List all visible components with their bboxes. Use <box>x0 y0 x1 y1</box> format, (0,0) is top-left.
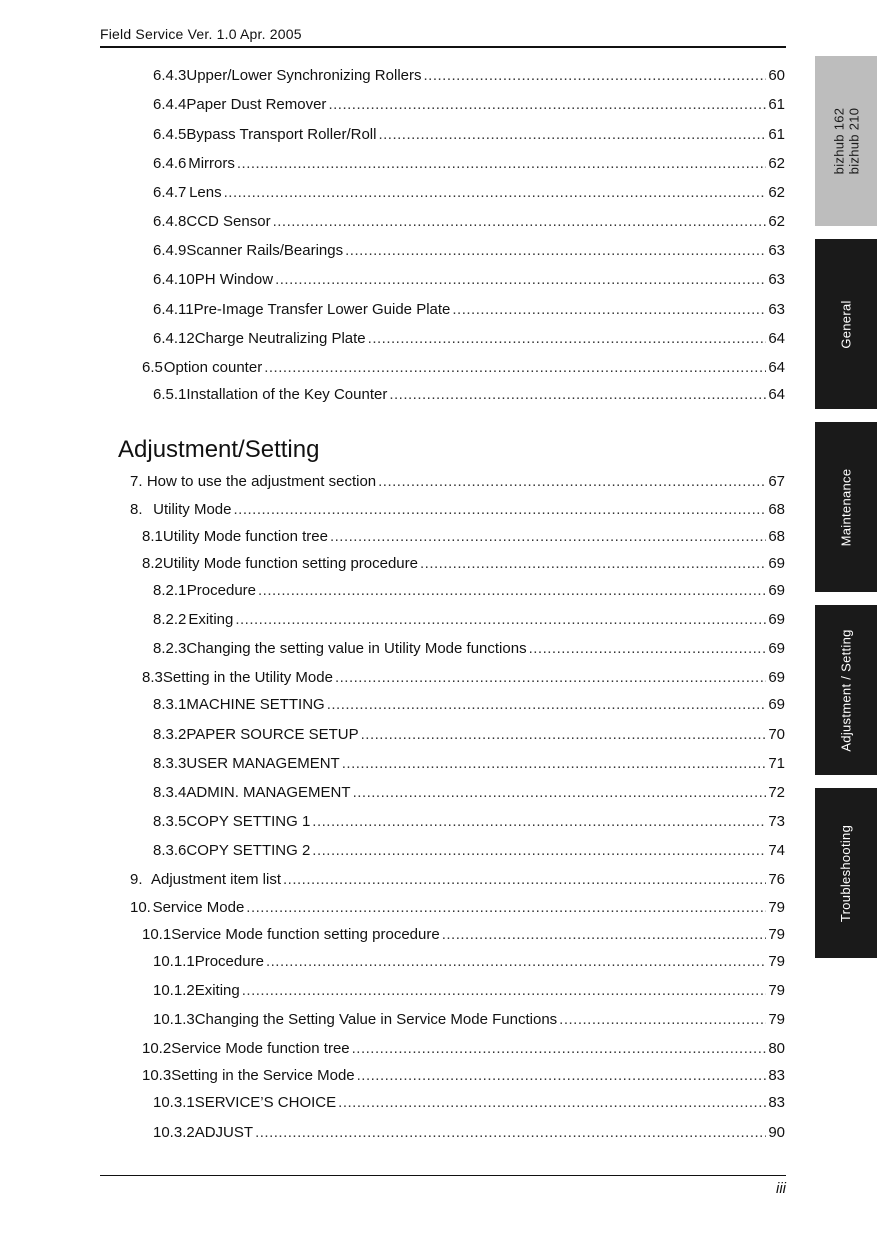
dot-leader <box>423 67 766 84</box>
toc-entry-page: 63 <box>768 301 785 318</box>
model-name-210: bizhub 210 <box>846 107 861 175</box>
toc-entry-page: 69 <box>768 555 785 572</box>
toc-entry-title: Exiting <box>188 611 234 628</box>
toc-entry-number: 6.4.9 <box>153 242 187 259</box>
toc-entry-number: 8.3.6 <box>153 842 187 859</box>
toc-entry-title: Option counter <box>163 359 263 376</box>
toc-entry[interactable] <box>153 982 785 999</box>
footer-rule <box>100 1175 786 1176</box>
toc-entry-page: 62 <box>768 155 785 172</box>
toc-entry-page: 61 <box>768 96 785 113</box>
toc-entry-number: 6.4.11 <box>153 301 194 318</box>
dot-leader <box>559 1011 766 1028</box>
dot-leader <box>235 611 766 628</box>
dot-leader <box>266 953 766 970</box>
toc-entry-number: 10.1.1 <box>153 953 195 970</box>
toc-entry-number: 10. <box>130 899 151 916</box>
toc-entry-page: 69 <box>768 640 785 657</box>
toc-entry[interactable] <box>130 899 785 916</box>
toc-entry[interactable] <box>153 96 785 113</box>
dot-leader <box>255 1124 766 1141</box>
dot-leader <box>327 696 767 713</box>
toc-entry-page: 62 <box>768 184 785 201</box>
toc-entry[interactable] <box>153 301 785 318</box>
side-tab-troubleshooting[interactable] <box>815 788 877 958</box>
toc-entry-title: Utility Mode <box>153 501 232 518</box>
dot-leader <box>452 301 766 318</box>
toc-entry-title: MACHINE SETTING <box>186 696 325 713</box>
toc-entry-page: 68 <box>768 528 785 545</box>
toc-entry-number: 10.3.1 <box>153 1094 195 1111</box>
side-tab-model-label <box>831 108 861 175</box>
toc-entry-title: Procedure <box>194 953 264 970</box>
dot-leader <box>338 1094 766 1111</box>
toc-entry-page: 83 <box>768 1067 785 1084</box>
toc-entry-title: COPY SETTING 1 <box>186 813 311 830</box>
toc-entry[interactable] <box>153 126 785 143</box>
dot-leader <box>368 330 767 347</box>
toc-entry-page: 64 <box>768 359 785 376</box>
dot-leader <box>342 755 767 772</box>
dot-leader <box>312 842 766 859</box>
dot-leader <box>283 871 766 888</box>
dot-leader <box>328 96 766 113</box>
toc-entry-page: 79 <box>768 953 785 970</box>
toc-entry[interactable] <box>153 1124 785 1141</box>
toc-entry-number: 8.2 <box>142 555 163 572</box>
toc-entry-title: Service Mode <box>152 899 245 916</box>
toc-entry[interactable] <box>142 669 785 686</box>
toc-entry-title: PH Window <box>194 271 274 288</box>
side-tab-model[interactable] <box>815 56 877 226</box>
toc-entry-page: 64 <box>768 330 785 347</box>
toc-entry-page: 69 <box>768 669 785 686</box>
toc-entry-page: 74 <box>768 842 785 859</box>
dot-leader <box>258 582 766 599</box>
toc-entry-number: 6.4.12 <box>153 330 195 347</box>
dot-leader <box>237 155 766 172</box>
toc-entry-title: Adjustment item list <box>150 871 282 888</box>
toc-entry-title: Changing the Setting Value in Service Mode Functions <box>194 1011 558 1028</box>
dot-leader <box>378 473 766 490</box>
toc-entry-page: 69 <box>768 611 785 628</box>
toc-entry[interactable] <box>153 271 785 288</box>
toc-entry[interactable] <box>153 1011 785 1028</box>
toc-entry[interactable] <box>142 926 785 943</box>
toc-entry[interactable] <box>153 213 785 230</box>
toc-entry-title: USER MANAGEMENT <box>186 755 340 772</box>
toc-entry-number: 6.4.10 <box>153 271 195 288</box>
toc-entry-title: Exiting <box>194 982 240 999</box>
toc-entry[interactable] <box>153 67 785 84</box>
toc-entry-number: 10.1 <box>142 926 172 943</box>
dot-leader <box>378 126 766 143</box>
dot-leader <box>352 1040 767 1057</box>
dot-leader <box>420 555 766 572</box>
toc-entry-page: 67 <box>768 473 785 490</box>
dot-leader <box>273 213 767 230</box>
toc-entry[interactable] <box>153 696 785 713</box>
toc-entry[interactable] <box>142 555 785 572</box>
toc-entry[interactable] <box>142 1067 785 1084</box>
toc-entry-title: Service Mode function setting procedure <box>171 926 440 943</box>
toc-entry-title: PAPER SOURCE SETUP <box>186 726 359 743</box>
toc-entry-number: 8.3.5 <box>153 813 187 830</box>
toc-entry-page: 76 <box>768 871 785 888</box>
toc-entry-number: 6.4.5 <box>153 126 187 143</box>
toc-entry-title: CCD Sensor <box>186 213 271 230</box>
toc-entry-page: 79 <box>768 926 785 943</box>
toc-entry-number: 6.4.4 <box>153 96 187 113</box>
side-tab-maintenance[interactable] <box>815 422 877 592</box>
toc-entry-number: 6.5 <box>142 359 163 376</box>
toc-entry[interactable] <box>142 1040 785 1057</box>
toc-entry-page: 80 <box>768 1040 785 1057</box>
dot-leader <box>345 242 766 259</box>
toc-entry-number: 8.3 <box>142 669 163 686</box>
toc-entry-number: 8.1 <box>142 528 163 545</box>
page-number: iii <box>776 1180 786 1197</box>
toc-entry-number: 8.3.1 <box>153 696 187 713</box>
dot-leader <box>353 784 767 801</box>
toc-entry-page: 64 <box>768 386 785 403</box>
side-tab-maintenance-label: Maintenance <box>838 468 854 546</box>
dot-leader <box>330 528 766 545</box>
toc-entry-number: 8. <box>130 501 143 518</box>
toc-entry[interactable] <box>153 582 785 599</box>
toc-entry-title: Utility Mode function tree <box>162 528 328 545</box>
side-tab-troubleshooting-label: Troubleshooting <box>838 824 854 922</box>
toc-entry-number: 6.4.3 <box>153 67 187 84</box>
dot-leader <box>312 813 766 830</box>
toc-entry-page: 69 <box>768 582 785 599</box>
toc-entry-title: Charge Neutralizing Plate <box>194 330 366 347</box>
toc-entry[interactable] <box>153 386 785 403</box>
toc-entry-title: How to use the adjustment section <box>146 473 377 490</box>
toc-entry[interactable] <box>142 359 785 376</box>
side-tab-adjustment-setting-label: Adjustment / Setting <box>838 628 854 752</box>
toc-entry[interactable] <box>153 953 785 970</box>
toc-entry-title: Lens <box>189 184 222 201</box>
toc-entry-number: 6.4.6 <box>153 155 187 172</box>
toc-entry[interactable] <box>130 871 785 888</box>
toc-entry-title: Changing the setting value in Utility Mode functions <box>186 640 527 657</box>
toc-entry-title: Upper/Lower Synchronizing Rollers <box>186 67 422 84</box>
dot-leader <box>529 640 767 657</box>
toc-entry-title: Utility Mode function setting procedure <box>162 555 418 572</box>
toc-entry[interactable] <box>142 528 785 545</box>
toc-entry[interactable] <box>153 842 785 859</box>
toc-entry-number: 10.3 <box>142 1067 172 1084</box>
toc-entry[interactable] <box>153 155 785 172</box>
toc-entry[interactable] <box>153 813 785 830</box>
toc-entry[interactable] <box>153 611 785 628</box>
toc-entry-page: 70 <box>768 726 785 743</box>
toc-entry-page: 60 <box>768 67 785 84</box>
model-name-162: bizhub 162 <box>831 107 846 175</box>
dot-leader <box>357 1067 767 1084</box>
toc-entry-page: 83 <box>768 1094 785 1111</box>
toc-entry-title: Setting in the Service Mode <box>171 1067 355 1084</box>
toc-entry-number: 7. <box>130 473 143 490</box>
toc-entry-title: Setting in the Utility Mode <box>162 669 333 686</box>
toc-entry-page: 63 <box>768 271 785 288</box>
toc-entry-title: Pre-Image Transfer Lower Guide Plate <box>193 301 451 318</box>
toc-entry-title: Scanner Rails/Bearings <box>186 242 344 259</box>
toc-entry-number: 10.2 <box>142 1040 172 1057</box>
toc-entry-page: 90 <box>768 1124 785 1141</box>
toc-entry[interactable] <box>153 640 785 657</box>
toc-entry-number: 6.5.1 <box>153 386 187 403</box>
toc-entry-number: 10.3.2 <box>153 1124 195 1141</box>
toc-entry-page: 62 <box>768 213 785 230</box>
dot-leader <box>242 982 767 999</box>
toc-entry-page: 68 <box>768 501 785 518</box>
toc-entry-number: 8.3.2 <box>153 726 187 743</box>
toc-entry-number: 8.3.3 <box>153 755 187 772</box>
toc-entry-page: 69 <box>768 696 785 713</box>
toc-entry-number: 8.3.4 <box>153 784 187 801</box>
toc-entry-number: 8.2.3 <box>153 640 187 657</box>
toc-entry-number: 6.4.8 <box>153 213 187 230</box>
dot-leader <box>233 501 766 518</box>
toc-entry-page: 72 <box>768 784 785 801</box>
dot-leader <box>275 271 766 288</box>
dot-leader <box>335 669 766 686</box>
toc-entry[interactable] <box>130 473 785 490</box>
toc-entry-page: 79 <box>768 982 785 999</box>
dot-leader <box>246 899 766 916</box>
toc-entry-number: 9. <box>130 871 143 888</box>
toc-entry-number: 8.2.1 <box>153 582 187 599</box>
toc-entry-title: ADJUST <box>194 1124 254 1141</box>
side-tab-adjustment-setting[interactable] <box>815 605 877 775</box>
dot-leader <box>442 926 767 943</box>
dot-leader <box>224 184 767 201</box>
toc-entry-number: 10.1.3 <box>153 1011 195 1028</box>
toc-entry[interactable] <box>153 726 785 743</box>
toc-entry-page: 63 <box>768 242 785 259</box>
toc-entry-title: Paper Dust Remover <box>186 96 327 113</box>
toc-entry[interactable] <box>153 1094 785 1111</box>
dot-leader <box>361 726 767 743</box>
dot-leader <box>264 359 766 376</box>
header-title: Field Service Ver. 1.0 Apr. 2005 <box>100 26 302 42</box>
toc-entry-number: 10.1.2 <box>153 982 195 999</box>
toc-entry-title: ADMIN. MANAGEMENT <box>186 784 351 801</box>
section-heading: Adjustment/Setting <box>118 436 320 463</box>
side-tab-general-label: General <box>838 299 854 349</box>
toc-entry-page: 79 <box>768 899 785 916</box>
toc-entry-number: 6.4.7 <box>153 184 187 201</box>
toc-entry[interactable] <box>153 755 785 772</box>
toc-entry-page: 79 <box>768 1011 785 1028</box>
dot-leader <box>389 386 766 403</box>
toc-entry[interactable] <box>153 784 785 801</box>
header-rule <box>100 46 786 48</box>
toc-entry-page: 61 <box>768 126 785 143</box>
toc-entry-page: 71 <box>768 755 785 772</box>
toc-entry[interactable] <box>153 330 785 347</box>
toc-entry-title: Mirrors <box>188 155 235 172</box>
toc-entry-title: Installation of the Key Counter <box>186 386 388 403</box>
toc-entry-number: 8.2.2 <box>153 611 187 628</box>
toc-entry-page: 73 <box>768 813 785 830</box>
toc-entry-title: Procedure <box>186 582 257 599</box>
toc-entry-title: Service Mode function tree <box>171 1040 350 1057</box>
side-tab-general[interactable] <box>815 239 877 409</box>
toc-entry[interactable] <box>153 184 785 201</box>
toc-entry-title: Bypass Transport Roller/Roll <box>186 126 377 143</box>
toc-entry[interactable] <box>153 242 785 259</box>
toc-entry-title: SERVICE’S CHOICE <box>194 1094 337 1111</box>
toc-entry-title: COPY SETTING 2 <box>186 842 311 859</box>
toc-entry[interactable] <box>130 501 785 518</box>
